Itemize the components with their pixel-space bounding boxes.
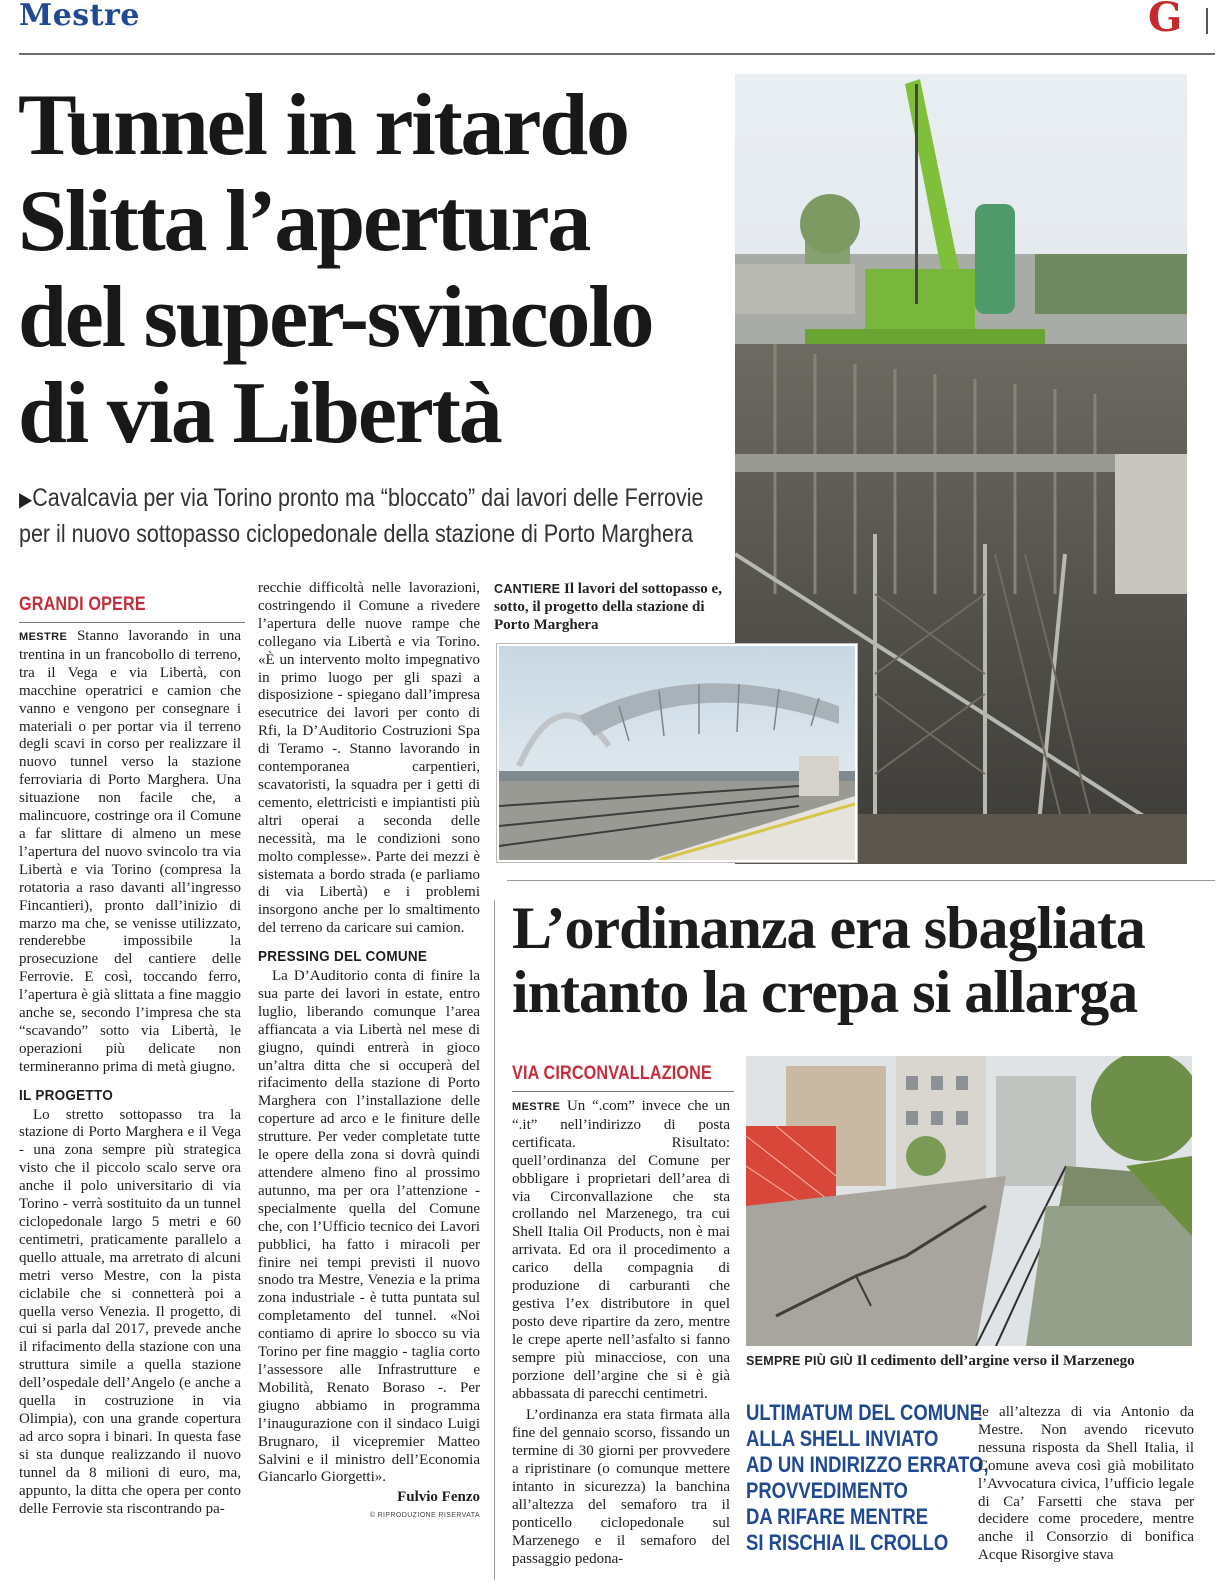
dateline: MESTRE	[512, 1101, 561, 1113]
triangle-bullet-icon: ▶	[19, 489, 33, 511]
body-paragraph: le all’altezza di via Antonio da Mestre. Non avendo ricevuto nessuna risposta da Shell Italia, il Comune aveva così già mobilitato l’Avvocatura civica, l’ufficio legale di Ca’ Farsetti che stava per decidere come procedere, mentre anche il Consorzio di bonifica Acque Risorgive stava	[978, 1404, 1194, 1564]
dateline: MESTRE	[19, 631, 68, 643]
photo-caption-2	[746, 1352, 1192, 1370]
photo-caption	[494, 580, 734, 634]
kicker-rule	[512, 1091, 734, 1092]
column-divider	[494, 900, 495, 1580]
kicker-grandi-opere: GRANDI OPERE	[19, 594, 146, 615]
headline-line: Slitta l’apertura	[18, 173, 590, 270]
caption-text: Il cedimento dell’argine verso il Marzenego	[856, 1353, 1135, 1369]
header-rule	[19, 53, 1215, 55]
byline: Fulvio Fenzo	[397, 1489, 480, 1506]
subhead-pressing: PRESSING DEL COMUNE	[258, 948, 428, 966]
headline-line: intanto la crepa si allarga	[512, 959, 1138, 1025]
deck-line: per il nuovo sottopasso ciclopedonale della stazione di Porto Marghera	[19, 520, 694, 548]
body-paragraph: La D’Auditorio conta di finire la sua parte dei lavori in estate, entro luglio, liberando comunque l’area affiancata a via Libertà nel mese di giugno, quindi entrerà in gioco un’altra ditta che si occuperà del rifacimento della stazione di Porto Marghera con l’installazione delle coperture ad arco e le finiture delle strutture. Per veder completate tutte le opere della zona si dovrà quindi attendere almeno fino al prossimo autunno, ma per ora l’attenzione - specialmente quella del Comune che, con l’Ufficio tecnico dei Lavori pubblici, ha fatto i miracoli per finire nei tempi previsti il nuovo snodo tra Mestre, Venezia e la prima zona industriale - è tutta puntata sul completamento del tunnel. «Noi contiamo di aprire lo sbocco su via Torino per fine maggio - taglia corto l’assessore alle Infrastrutture e Mobilità, Renato Boraso -. Per giugno abbiamo in programma l’inaugurazione con il sindaco Luigi Brugnaro, il vicepremier Matteo Salvini e il ministro dell’Economia Giancarlo Giorgetti».	[258, 968, 480, 1486]
kicker-rule	[19, 622, 245, 623]
headline-line: del super-svincolo	[18, 269, 653, 366]
kicker-via-circonvallazione: VIA CIRCONVALLAZIONE	[512, 1063, 712, 1084]
section-name: Mestre	[19, 0, 140, 33]
pull-quote-line: ULTIMATUM DEL COMUNE	[746, 1400, 983, 1425]
column-2	[258, 580, 480, 1525]
pull-quote-line: DA RIFARE MENTRE	[746, 1504, 929, 1529]
newspaper-logo: G	[1148, 0, 1183, 41]
column-4	[978, 1404, 1194, 1565]
headline-line: di via Libertà	[18, 365, 501, 462]
column-1	[19, 628, 241, 1518]
copyright-note: © RIPRODUZIONE RISERVATA	[369, 1512, 480, 1520]
body-paragraph: Stanno lavorando in una trentina in un francobollo di terreno, tra il Vega e via Libertà, con macchine operatrici e camion che vanno e vengono per consegnare i materiali o per portar via il terreno degli scavi in corso per realizzare il nuovo tunnel verso la stazione ferroviaria di Porto Marghera. Una situazione non facile che, a malincuore, costringe ora il Comune a far slittare di almeno un mese l’apertura del nuovo svincolo tra via Libertà e via Torino (compresa la rotatoria a raso davanti all’ingresso Fincantieri), pronto dall’inizio di marzo ma che, se venisse utilizzato, renderebbe impossibile la prosecuzione del cantiere delle Ferrovie. E così, toccando ferro, l’apertura è già slittata a fine maggio anche se, secondo l’impresa che sta “scavando” sotto via Libertà, le operazioni più delicate non termineranno prima di metà giugno.	[19, 628, 241, 1075]
second-headline	[512, 896, 1145, 1024]
caption-lead: CANTIERE	[494, 582, 561, 596]
caption-lead: SEMPRE PIÙ GIÙ	[746, 1354, 853, 1368]
caption-text: Il lavori del sottopasso e, sotto, il progetto della stazione di Porto Marghera	[494, 581, 722, 633]
station-render-photo	[497, 644, 857, 862]
headline-line: L’ordinanza era sbagliata	[512, 895, 1145, 961]
subhead-il-progetto: IL PROGETTO	[19, 1086, 113, 1104]
pull-quote-line: AD UN INDIRIZZO ERRATO,	[746, 1452, 989, 1477]
column-3	[512, 1098, 730, 1569]
pull-quote-line: ALLA SHELL INVIATO	[746, 1426, 939, 1451]
body-paragraph: recchie difficoltà nelle lavorazioni, costringendo il Comune a rivedere l’apertura delle nuove rampe che collegano via Libertà e via Torino. «È un intervento molto impegnativo in primo luogo per gli spazi a disposizione - spiegano dall’impresa esecutrice dei lavori per conto di Rfi, la D’Auditorio Costruzioni Spa di Teramo -. Stanno lavorando in contemporanea carpentieri, scavatoristi, la squadra per i getti di cemento, elettricisti e impiantisti più altri operai a seconda delle necessità, ma le condizioni sono molto complesse». Parte dei mezzi è sistemata a bordo strada (e parliamo di via Libertà) e i problemi insorgono anche per lo smaltimento del terreno da caricare sui camion.	[258, 580, 480, 937]
main-headline	[18, 78, 738, 462]
article-divider	[507, 880, 1215, 881]
body-paragraph: L’ordinanza era stata firmata alla fine del gennaio scorso, fissando un termine di 30 giorni per provvedere a ripristinare (o comunque mettere intanto in sicurezza) la banchina all’altezza del semaforo tra il ponticello ciclopedonale sul Marzenego e il semaforo del passaggio pedona-	[512, 1407, 730, 1567]
headline-line: Tunnel in ritardo	[18, 77, 628, 174]
body-paragraph: Lo stretto sottopasso tra la stazione di Porto Marghera e il Vega - una zona sempre più strategica visto che il piccolo scalo serve ora anche il polo universitario di via Torino - verrà sostituito da un tunnel ciclopedonale largo 5 metri e 60 centimetri, praticamente parallelo a quello attuale, ma arretrato di alcuni metri verso Mestre, con la pista ciclabile che si connetterà poi a quella verso Venezia. Il progetto, di cui si parla dal 2017, prevede anche il rifacimento della stazione con una struttura simile a quella stazione dell’ospedale dell’Angelo (e anche a quella in costruzione in via Olimpia), con una grande copertura ad arco sopra i binari. In questa fase si sta dunque realizzando il nuovo tunnel da 8 milioni di euro, ma, appunto, la ditta che opera per conto delle Ferrovie sta riscontrando pa-	[19, 1106, 241, 1517]
riverbank-photo	[746, 1056, 1192, 1346]
pull-quote	[746, 1400, 989, 1556]
pull-quote-line: SI RISCHIA IL CROLLO	[746, 1530, 949, 1555]
deck-line: Cavalcavia per via Torino pronto ma “bloccato” dai lavori delle Ferrovie	[32, 484, 704, 512]
deck	[19, 481, 740, 551]
pull-quote-line: PROVVEDIMENTO	[746, 1478, 908, 1503]
body-paragraph: Un “.com” invece che un “.it” nell’indirizzo di posta certificata. Risultato: quell’ordinanza del Comune per obbligare i proprietari dell’area di via Circonvallazione che sta crollando nel Marzenego, tra cui Shell Italia Oil Products, non è mai arrivata. Ed ora il procedimento a carico della compagnia di produzione di carburanti che gestiva l’ex distributore in quel posto deve ripartire da zero, mentre le crepe aperte nell’asfalto si fanno sempre più minacciose, con una porzione dell’argine che si è già abbassata di parecchi centimetri.	[512, 1098, 730, 1402]
logo-divider	[1206, 8, 1208, 34]
